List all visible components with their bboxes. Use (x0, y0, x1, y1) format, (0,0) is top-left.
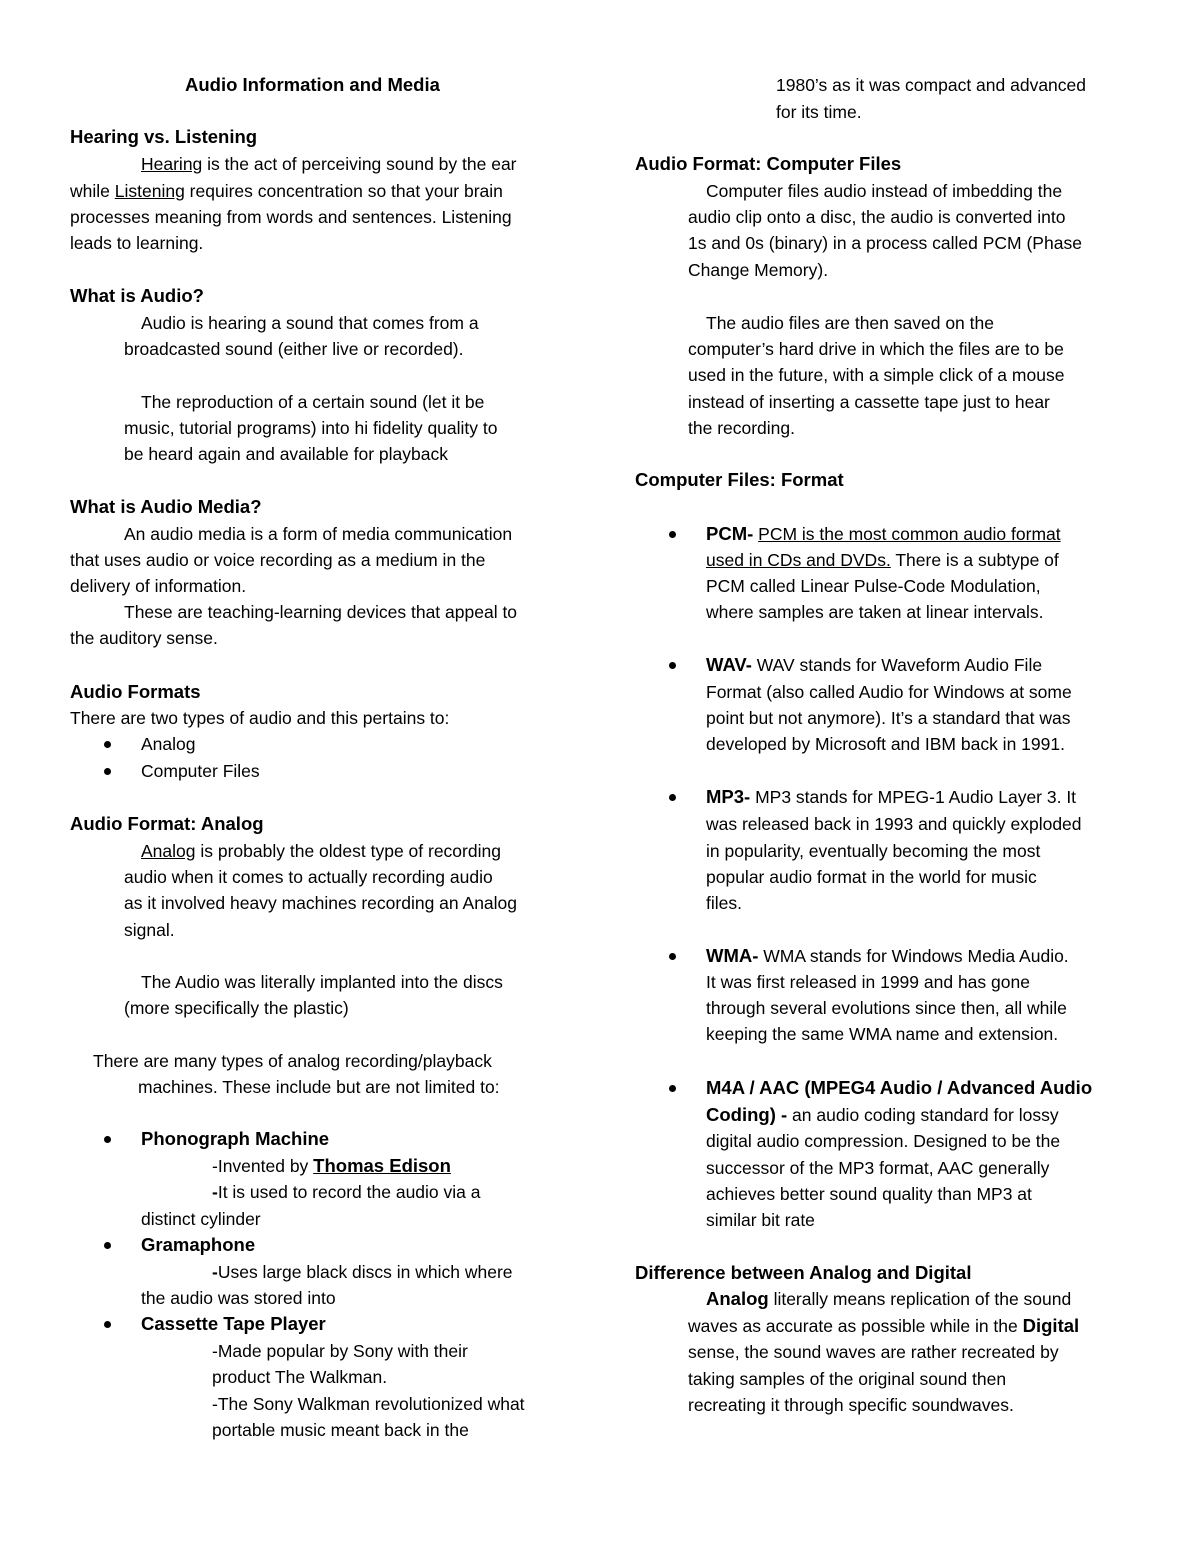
hearing-line-4: leads to learning. (70, 233, 204, 253)
audio-p2-line-2: music, tutorial programs) into hi fidelity quality to (124, 418, 498, 438)
analog-p3-line-1: There are many types of analog recording/playback (93, 1051, 492, 1071)
mp3-line-3: in popularity, eventually becoming the most (706, 841, 1041, 861)
thomas-edison: Thomas Edison (313, 1155, 451, 1176)
bullet-icon (104, 1242, 111, 1249)
bullet-icon (104, 768, 111, 775)
heading-what-is-audio-media: What is Audio Media? (70, 496, 262, 517)
m4a-label-line-2: Coding) - (706, 1104, 788, 1125)
bullet-icon (669, 794, 676, 801)
phonograph-line-2: -It is used to record the audio via a (212, 1182, 481, 1202)
difference-line-5: recreating it through specific soundwaves. (688, 1395, 1014, 1415)
pcm-line-2: used in CDs and DVDs. There is a subtype of (706, 550, 1059, 570)
formats-intro: There are two types of audio and this pertains to: (70, 708, 450, 728)
bullet-icon (104, 741, 111, 748)
cassette-line-4: portable music meant back in the (212, 1420, 469, 1440)
analog-p1-line-4: signal. (124, 920, 175, 940)
wma-line-4: keeping the same WMA name and extension. (706, 1024, 1059, 1044)
machine-gramaphone-name: Gramaphone (141, 1234, 256, 1255)
hearing-line-2: while Listening requires concentration so that your brain (70, 181, 503, 201)
audio-media-line-1: An audio media is a form of media communication (124, 524, 513, 544)
audio-p2-line-1: The reproduction of a certain sound (let it be (141, 392, 485, 412)
audio-media-line-2: that uses audio or voice recording as a medium in the (70, 550, 486, 570)
mp3-line-4: popular audio format in the world for music (706, 867, 1037, 887)
cf-p2-line-3: used in the future, with a simple click of a mouse (688, 365, 1065, 385)
machine-cassette-name: Cassette Tape Player (141, 1313, 326, 1334)
mp3-line-1: MP3- MP3 stands for MPEG-1 Audio Layer 3. It (706, 786, 1077, 807)
analog-p2-line-2: (more specifically the plastic) (124, 998, 349, 1018)
m4a-line-6: similar bit rate (706, 1210, 815, 1230)
analog-p1-line-1: Analog is probably the oldest type of recording (141, 841, 501, 861)
cassette-line-2: product The Walkman. (212, 1367, 388, 1387)
mp3-line-5: files. (706, 893, 742, 913)
bullet-icon (104, 1136, 111, 1143)
m4a-line-2: Coding) - an audio coding standard for lossy (706, 1104, 1059, 1125)
difference-line-3: sense, the sound waves are rather recreated by (688, 1342, 1059, 1362)
gramaphone-line-1: -Uses large black discs in which where (212, 1262, 513, 1282)
cassette-line-5: 1980’s as it was compact and advanced (776, 75, 1087, 95)
phonograph-line-3: distinct cylinder (141, 1209, 261, 1229)
difference-line-2: waves as accurate as possible while in the Digital (688, 1315, 1080, 1336)
mp3-line-2: was released back in 1993 and quickly exploded (706, 814, 1082, 834)
pcm-label: PCM- (706, 523, 754, 544)
m4a-label-line-1: M4A / AAC (MPEG4 Audio / Advanced Audio (706, 1077, 1093, 1098)
wma-line-2: It was first released in 1999 and has gone (706, 972, 1030, 992)
heading-hearing-vs-listening: Hearing vs. Listening (70, 126, 258, 147)
digital-word: Digital (1022, 1315, 1080, 1336)
gramaphone-line-2: the audio was stored into (141, 1288, 336, 1308)
wma-label: WMA- (706, 945, 759, 966)
machine-phonograph-name: Phonograph Machine (141, 1128, 330, 1149)
hearing-line-1: Hearing is the act of perceiving sound by the ear (141, 154, 517, 174)
analog-p2-line-1: The Audio was literally implanted into the discs (141, 972, 503, 992)
pcm-line-3: PCM called Linear Pulse-Code Modulation, (706, 576, 1041, 596)
wav-line-2: Format (also called Audio for Windows at some (706, 682, 1072, 702)
cf-p1-line-3: 1s and 0s (binary) in a process called PCM (Phase (688, 233, 1082, 253)
wav-label: WAV- (706, 654, 752, 675)
wav-line-1: WAV- WAV stands for Waveform Audio File (706, 654, 1043, 675)
heading-audio-format-analog: Audio Format: Analog (70, 813, 264, 834)
m4a-line-4: successor of the MP3 format, AAC generally (706, 1158, 1050, 1178)
bullet-icon (669, 1085, 676, 1092)
m4a-line-5: achieves better sound quality than MP3 at (706, 1184, 1032, 1204)
cf-p1-line-4: Change Memory). (688, 260, 829, 280)
bullet-icon (669, 953, 676, 960)
heading-what-is-audio: What is Audio? (70, 285, 204, 306)
cassette-line-6: for its time. (776, 102, 862, 122)
document-title: Audio Information and Media (185, 74, 440, 95)
heading-audio-formats: Audio Formats (70, 681, 201, 702)
cf-p2-line-4: instead of inserting a cassette tape just to hear (688, 392, 1050, 412)
pcm-line-1: PCM- PCM is the most common audio format (706, 523, 1061, 544)
cf-p2-line-1: The audio files are then saved on the (706, 313, 994, 333)
audio-media-line-3: delivery of information. (70, 576, 247, 596)
heading-computer-files-format: Computer Files: Format (635, 469, 844, 490)
cassette-line-1: -Made popular by Sony with their (212, 1341, 468, 1361)
wav-line-3: point but not anymore). It’s a standard that was (706, 708, 1071, 728)
format-item-analog: Analog (141, 734, 196, 754)
bullet-icon (669, 531, 676, 538)
m4a-line-3: digital audio compression. Designed to be the (706, 1131, 1061, 1151)
heading-audio-format-computer-files: Audio Format: Computer Files (635, 153, 902, 174)
difference-line-4: taking samples of the original sound then (688, 1369, 1007, 1389)
wma-line-3: through several evolutions since then, all while (706, 998, 1067, 1018)
audio-p1-line-2: broadcasted sound (either live or recorded). (124, 339, 464, 359)
wav-line-4: developed by Microsoft and IBM back in 1991. (706, 734, 1065, 754)
format-item-computer-files: Computer Files (141, 761, 260, 781)
difference-line-1: Analog literally means replication of the sound (706, 1288, 1072, 1309)
hearing-line-3: processes meaning from words and sentences. Listening (70, 207, 512, 227)
wma-line-1: WMA- WMA stands for Windows Media Audio. (706, 945, 1069, 966)
listening-term: Listening (114, 181, 185, 201)
cf-p1-line-1: Computer files audio instead of imbedding the (706, 181, 1063, 201)
audio-media-line-5: the auditory sense. (70, 628, 218, 648)
audio-p1-line-1: Audio is hearing a sound that comes from a (141, 313, 479, 333)
cf-p2-line-2: computer’s hard drive in which the files are to be (688, 339, 1064, 359)
analog-term: Analog (141, 841, 196, 861)
audio-media-line-4: These are teaching-learning devices that appeal to (124, 602, 518, 622)
cassette-line-3: -The Sony Walkman revolutionized what (212, 1394, 525, 1414)
analog-p1-line-3: as it involved heavy machines recording an Analog (124, 893, 518, 913)
audio-p2-line-3: be heard again and available for playback (124, 444, 448, 464)
hearing-term: Hearing (141, 154, 203, 174)
pcm-line-4: where samples are taken at linear intervals. (706, 602, 1044, 622)
cf-p1-line-2: audio clip onto a disc, the audio is converted into (688, 207, 1066, 227)
phonograph-line-1: -Invented by Thomas Edison (212, 1155, 451, 1176)
mp3-label: MP3- (706, 786, 751, 807)
analog-p3-line-2: machines. These include but are not limited to: (138, 1077, 500, 1097)
analog-p1-line-2: audio when it comes to actually recording audio (124, 867, 493, 887)
cf-p2-line-5: the recording. (688, 418, 796, 438)
bullet-icon (669, 662, 676, 669)
analog-word: Analog (706, 1288, 769, 1309)
heading-difference-analog-digital: Difference between Analog and Digital (635, 1262, 972, 1283)
bullet-icon (104, 1321, 111, 1328)
